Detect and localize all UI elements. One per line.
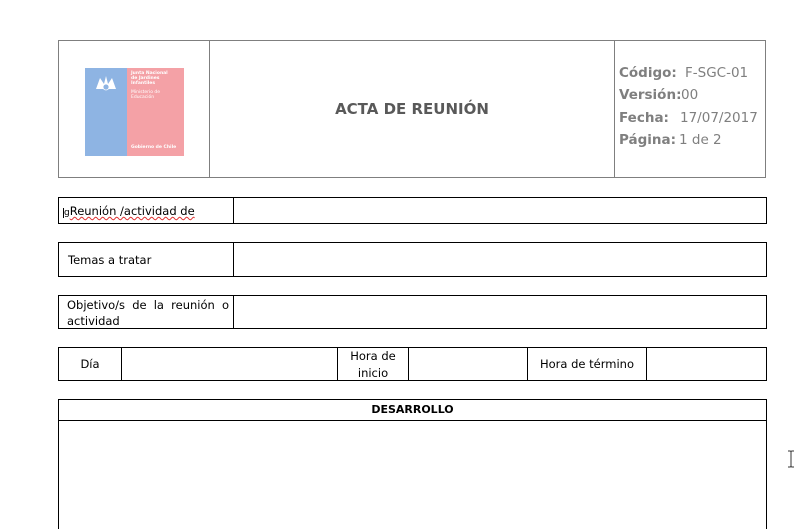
start-time-input[interactable] xyxy=(409,348,527,380)
meta-page-value: 1 de 2 xyxy=(679,132,722,148)
metadata-cell xyxy=(615,41,765,177)
objective-row xyxy=(58,295,767,329)
end-time-input[interactable] xyxy=(647,348,766,380)
meeting-label xyxy=(63,204,195,223)
logo-org-line1: Junta Nacional xyxy=(131,71,168,76)
start-time-label-line2: inicio xyxy=(357,366,389,380)
development-section xyxy=(58,399,767,529)
meta-code-label: Código: xyxy=(619,65,677,81)
development-heading: DESARROLLO xyxy=(59,400,766,421)
junji-logo xyxy=(85,68,184,156)
logo-cell xyxy=(59,41,210,177)
title-cell xyxy=(210,41,615,177)
text-caret: g xyxy=(64,208,70,218)
day-label: Día xyxy=(80,357,100,371)
meta-version-label: Versión: xyxy=(619,87,682,103)
meta-version xyxy=(619,87,765,109)
topics-row xyxy=(58,242,767,277)
meeting-label-text: Reunión /actividad de xyxy=(69,204,195,218)
meta-code-value: F-SGC-01 xyxy=(685,65,749,81)
objective-label-line1: Objetivo/s de la reunión o xyxy=(67,298,229,312)
meta-page xyxy=(619,132,765,154)
start-time-label-line1: Hora de xyxy=(350,349,396,363)
meta-version-value: 00 xyxy=(681,87,699,103)
meeting-input[interactable] xyxy=(234,198,766,223)
meta-page-label: Página: xyxy=(619,132,677,148)
start-time-label xyxy=(338,348,408,380)
meta-date-label: Fecha: xyxy=(619,110,669,126)
logo-blue-band xyxy=(85,68,127,156)
day-input[interactable] xyxy=(122,348,337,380)
document-title: ACTA DE REUNIÓN xyxy=(335,100,489,118)
meta-code xyxy=(619,65,765,87)
meta-date-value: 17/07/2017 xyxy=(680,110,758,126)
topics-input[interactable] xyxy=(234,243,766,276)
logo-org-line2: de Jardines xyxy=(131,76,160,81)
document-header xyxy=(58,40,766,178)
objective-label xyxy=(67,297,229,328)
logo-ministry-line1: Ministerio de xyxy=(131,90,161,95)
logo-ministry-line2: Educación xyxy=(131,95,155,100)
chile-coat-of-arms-icon xyxy=(93,73,119,93)
meeting-row xyxy=(58,197,767,224)
objective-label-line2: actividad xyxy=(67,314,120,328)
end-time-label: Hora de término xyxy=(540,357,634,371)
logo-red-band xyxy=(127,68,184,156)
meta-date xyxy=(619,110,765,132)
schedule-row xyxy=(58,347,767,381)
text-cursor-icon xyxy=(786,450,796,468)
objective-input[interactable] xyxy=(234,296,766,328)
development-input[interactable] xyxy=(59,421,766,529)
logo-org-line3: Infantiles xyxy=(131,81,156,86)
logo-government: Gobierno de Chile xyxy=(131,145,177,150)
topics-label: Temas a tratar xyxy=(68,253,152,267)
